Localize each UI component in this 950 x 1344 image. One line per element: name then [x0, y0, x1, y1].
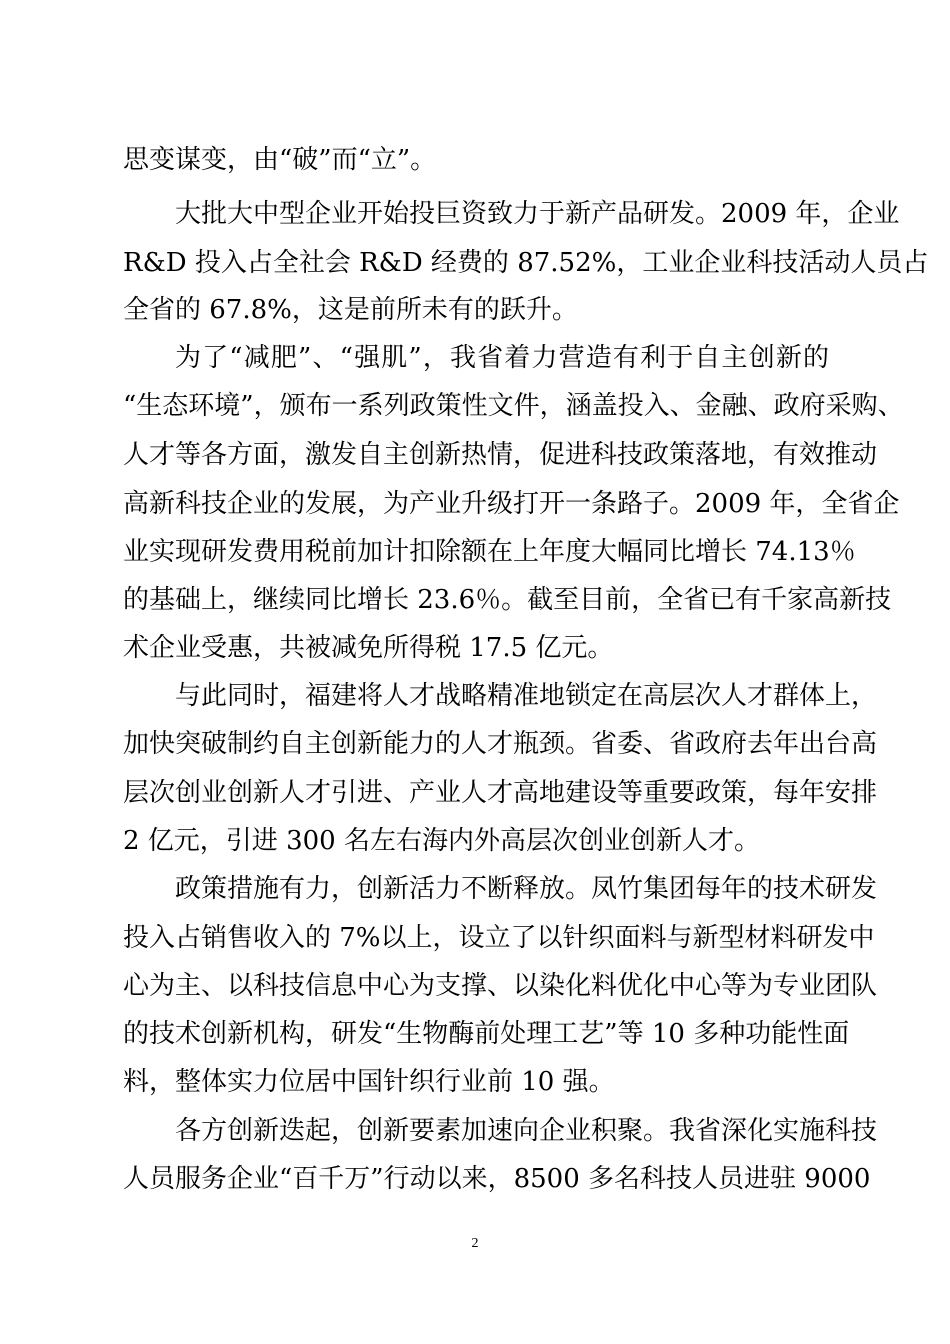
text-line: 全省的 67.8%，这是前所未有的跃升。 — [123, 295, 578, 325]
text-line: 与此同时，福建将人才战略精准地锁定在高层次人才群体上， — [175, 681, 878, 711]
text-line: 加快突破制约自主创新能力的人才瓶颈。省委、省政府去年出台高 — [123, 729, 878, 759]
page-number: 2 — [471, 1236, 479, 1251]
text-line: 人才等各方面，激发自主创新热情，促进科技政策落地，有效推动 — [123, 440, 878, 470]
text-line: 大批大中型企业开始投巨资致力于新产品研发。2009 年，企业 — [175, 199, 900, 229]
text-line: 层次创业创新人才引进、产业人才高地建设等重要政策，每年安排 — [123, 778, 878, 808]
text-line: 高新科技企业的发展，为产业升级打开一条路子。2009 年，全省企 — [123, 489, 900, 519]
text-line: “生态环境”，颁布一系列政策性文件，涵盖投入、金融、政府采购、 — [123, 391, 904, 421]
text-line: 术企业受惠，共被减免所得税 17.5 亿元。 — [123, 633, 614, 663]
text-line: 2 亿元，引进 300 名左右海内外高层次创业创新人才。 — [123, 826, 760, 856]
text-line: 为了“减肥”、“强肌”，我省着力营造有利于自主创新的 — [175, 343, 829, 373]
text-line: 的技术创新机构，研发“生物酶前处理工艺”等 10 多种功能性面 — [123, 1019, 850, 1049]
text-line: 政策措施有力，创新活力不断释放。凤竹集团每年的技术研发 — [175, 874, 878, 904]
text-line: 业实现研发费用税前加计扣除额在上年度大幅同比增长 74.13％ — [123, 537, 856, 567]
text-line: 各方创新迭起，创新要素加速向企业积聚。我省深化实施科技 — [175, 1116, 878, 1146]
text-line: 料，整体实力位居中国针织行业前 10 强。 — [123, 1067, 615, 1097]
text-line: 的基础上，继续同比增长 23.6％。截至目前，全省已有千家高新技 — [123, 585, 892, 615]
text-line: 人员服务企业“百千万”行动以来，8500 多名科技人员进驻 9000 — [123, 1164, 871, 1194]
text-line: R&D 投入占全社会 R&D 经费的 87.52%，工业企业科技活动人员占 — [123, 248, 929, 278]
text-line: 投入占销售收入的 7%以上，设立了以针织面料与新型材料研发中 — [123, 923, 875, 953]
text-line: 思变谋变，由“破”而“立”。 — [123, 145, 437, 175]
text-line: 心为主、以科技信息中心为支撑、以染化料优化中心等为专业团队 — [123, 971, 878, 1001]
